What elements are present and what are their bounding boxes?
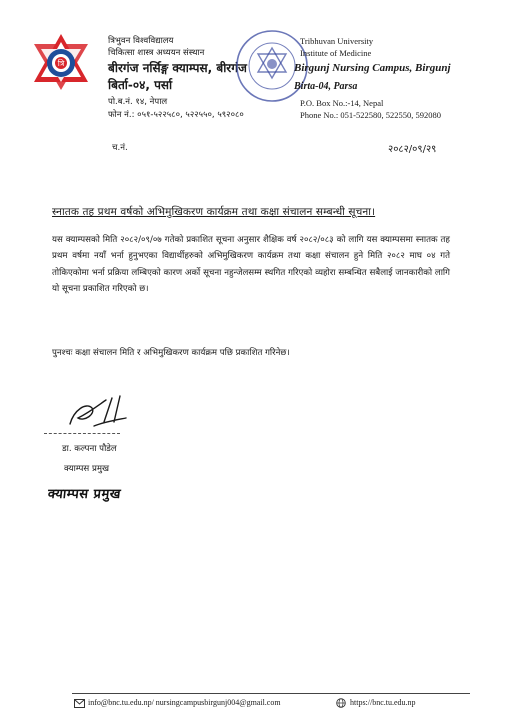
body-paragraph: यस क्याम्पसको मिति २०८२/०९/०७ गतेको प्रकाशित सूचना अनुसार शैक्षिक वर्ष २०८२/०८३ को लागि यस क्याम्पसमा स्नातक तह प्रथम वर्षमा नयाँ भर्ना हुनुभएका विद्यार्थीहरुको अभिमुखिकरण कार्यक्रम तथा कक्षा संचालन हुने मिति २०८२ माघ ०४ गते तोकिएकोमा भर्ना प्रक्रिया लम्बिएको कारण अर्को सूचना नहुन्जेलसम्म स्थगित गरिएको व्यहोरा सम्बन्धित सबैलाई जानकारीको लागि यो सूचना प्रकाशित गरिएको छ।: [52, 235, 450, 295]
svg-text:त्रि: त्रि: [57, 59, 65, 68]
footer-divider: [72, 693, 470, 694]
header-university-en: Tribhuvan University: [300, 36, 374, 46]
header-campus-np: बीरगंज नर्सिङ्ग क्याम्पस, बीरगंज: [108, 61, 247, 75]
footer-website[interactable]: https://bnc.tu.edu.np: [350, 698, 416, 707]
header-pobox-np: पो.ब.नं. १४, नेपाल: [108, 97, 168, 107]
handwritten-signature: [64, 392, 134, 432]
globe-icon: [336, 698, 346, 708]
tribhuvan-university-logo: [32, 32, 90, 92]
subject-line: स्नातक तह प्रथम वर्षको अभिमुखिकरण कार्यक्रम तथा कक्षा संचालन सम्बन्धी सूचना।: [52, 206, 376, 218]
header-pobox-en: P.O. Box No.:-14, Nepal: [300, 98, 384, 108]
signatory-title: क्याम्पस प्रमुख: [64, 464, 110, 474]
header-phone-np: फोन नं.: ०५१-५२२५८०, ५२२५५०, ५९२०८०: [108, 110, 244, 120]
postscript-paragraph: पुनश्चः कक्षा संचालन मिति र अभिमुखिकरण कार्यक्रम पछि प्रकाशित गरिनेछ।: [52, 348, 290, 358]
reference-number-label: च.नं.: [112, 143, 128, 153]
header-phone-en: Phone No.: 051-522580, 522550, 592080: [300, 110, 441, 120]
header-address-np: बिर्ता-०४, पर्सा: [108, 78, 173, 92]
designation-stamp: क्याम्पस प्रमुख: [47, 487, 122, 502]
header-institute-en: Institute of Medicine: [300, 48, 372, 58]
header-campus-en: Birgunj Nursing Campus, Birgunj: [294, 62, 451, 74]
header-university-np: त्रिभुवन विश्वविद्यालय: [108, 36, 174, 46]
header-address-en: Birta-04, Parsa: [294, 81, 358, 92]
email-icon: [74, 699, 85, 708]
letter-date: २०८२/०९/२९: [388, 144, 437, 155]
letterhead: [0, 0, 506, 130]
footer-email[interactable]: info@bnc.tu.edu.np/ nursingcampusbirgunj004@gmail.com: [88, 698, 281, 707]
signatory-name: डा. कल्पना पौडेल: [62, 444, 117, 454]
signature-line: [44, 433, 120, 434]
header-institute-np: चिकित्सा शास्त्र अध्ययन संस्थान: [108, 48, 205, 58]
